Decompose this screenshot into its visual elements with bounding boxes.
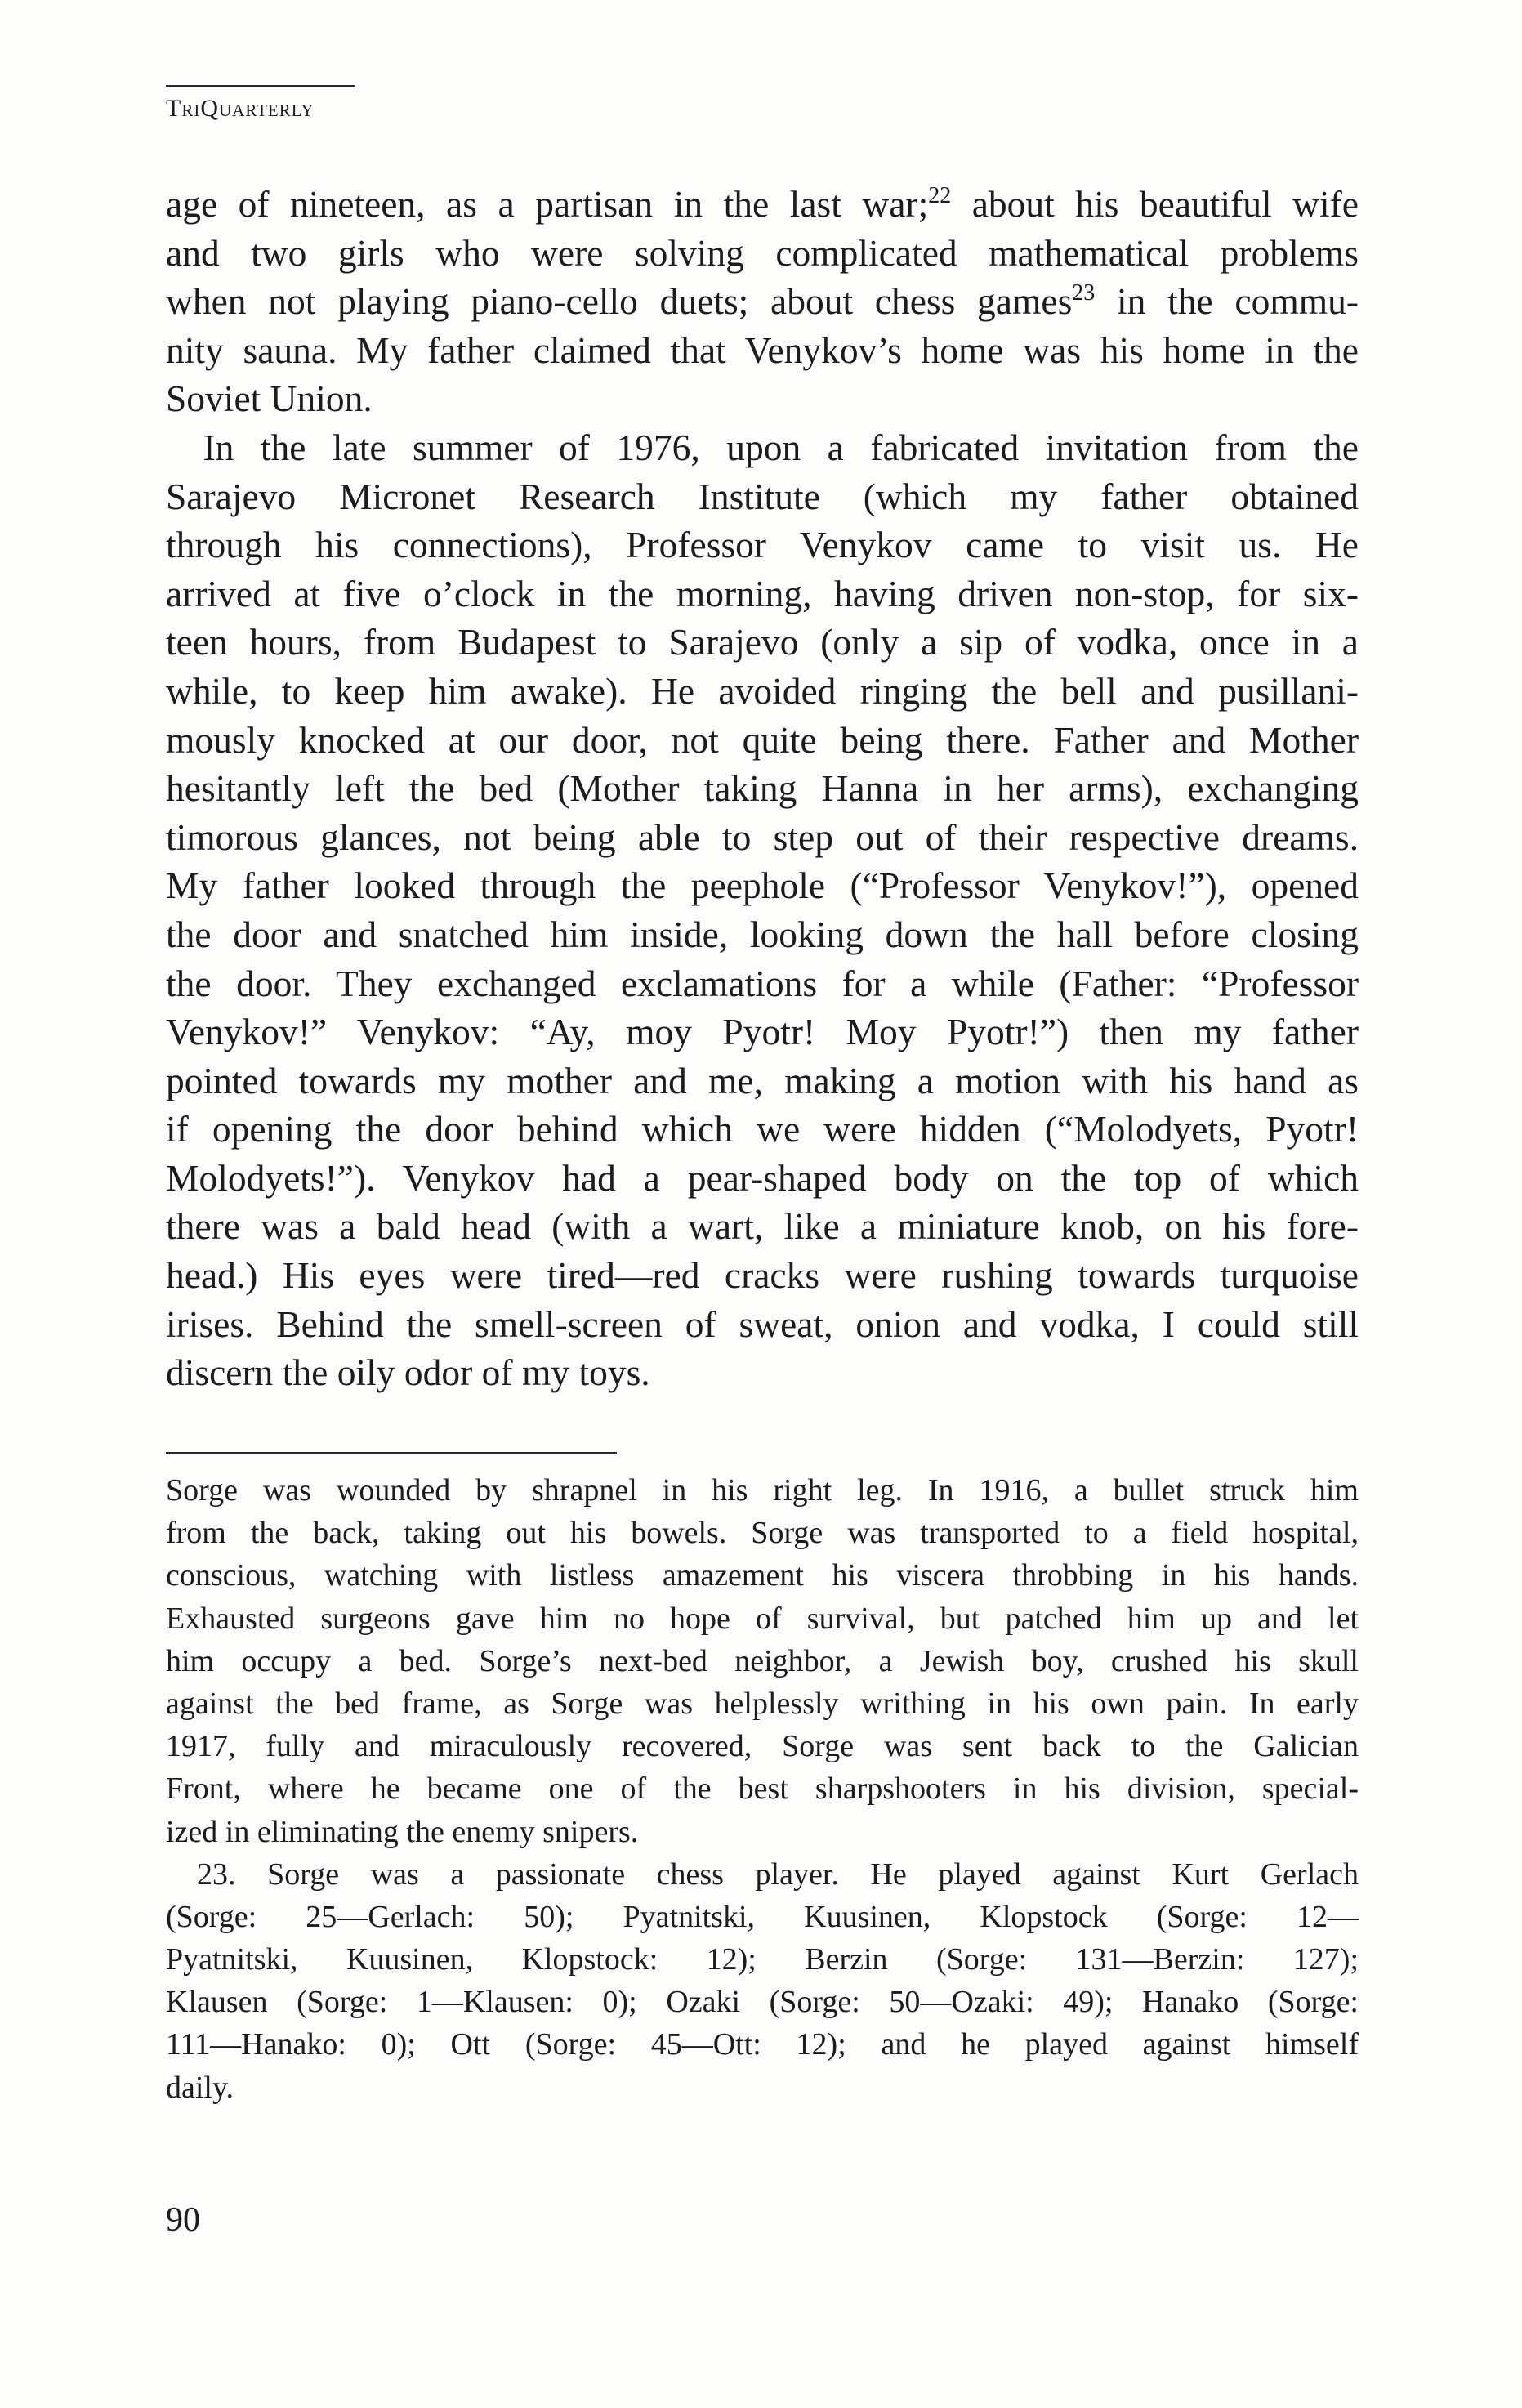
footnote-line: Pyatnitski, Kuusinen, Klopstock: 12); Berzin (Sorge: 131—Berzin: 127); (166, 1942, 1359, 1977)
body-text-segment: head.) His eyes were tired—red cracks were rushing towards turquoise (166, 1254, 1359, 1297)
body-text-segment: arrived at five o’clock in the morning, having driven non-stop, for six- (166, 572, 1359, 614)
running-head: TriQuarterly (166, 95, 315, 122)
body-line (166, 326, 1359, 375)
footnote-line: conscious, watching with listless amazement his viscera throbbing in his hands. (166, 1558, 1359, 1593)
body-text-segment: while, to keep him awake). He avoided ringing the bell and pusillani- (166, 669, 1359, 712)
footnote-ref: 23 (1072, 280, 1096, 306)
body-text-segment: In the late summer of 1976, upon a fabricated invitation from the (166, 426, 1359, 468)
body-text-segment: if opening the door behind which we were hidden (“Molodyets, Pyotr! (166, 1108, 1359, 1150)
body-text-segment: Molodyets!”). Venykov had a pear-shaped body on the top of which (166, 1156, 1359, 1199)
body-line (166, 423, 1359, 472)
body-text-segment: and two girls who were solving complicated mathematical problems (166, 231, 1359, 274)
footnote-ref: 22 (928, 183, 952, 208)
footnote-line: ized in eliminating the enemy snipers. (166, 1814, 639, 1849)
body-line (166, 1057, 1359, 1106)
body-text-segment: age of nineteen, as a partisan in the last war; (166, 183, 929, 225)
body-text-segment: irises. Behind the smell-screen of sweat, onion and vodka, I could still (166, 1302, 1359, 1345)
footnote-line: Klausen (Sorge: 1—Klausen: 0); Ozaki (Sorge: 50—Ozaki: 49); Hanako (Sorge: (166, 1985, 1359, 2020)
body-line (166, 229, 1359, 278)
body-text-segment: Venykov!” Venykov: “Ay, moy Pyotr! Moy Pyotr!”) then my father (166, 1011, 1359, 1053)
footnote-line: him occupy a bed. Sorge’s next-bed neighbor, a Jewish boy, crushed his skull (166, 1643, 1359, 1678)
body-line (166, 277, 1359, 326)
body-text-segment: the door. They exchanged exclamations for a while (Father: “Professor (166, 962, 1359, 1004)
footnotes (166, 1469, 1359, 2109)
body-line (166, 1348, 1359, 1397)
body-text-segment: nity sauna. My father claimed that Venykov’s home was his home in the (166, 328, 1359, 371)
body-line (166, 1154, 1359, 1203)
body-text-segment: Soviet Union. (166, 378, 373, 420)
footnote-line: Exhausted surgeons gave him no hope of survival, but patched him up and let (166, 1601, 1359, 1636)
body-text-segment: discern the oily odor of my toys. (166, 1351, 650, 1394)
body-line (166, 959, 1359, 1008)
footnote-line: (Sorge: 25—Gerlach: 50); Pyatnitski, Kuusinen, Klopstock (Sorge: 12— (166, 1899, 1359, 1934)
body-text-segment: in the commu- (1095, 280, 1359, 323)
body-text-segment: about his beautiful wife (951, 183, 1359, 225)
body-text-segment: the door and snatched him inside, looking down the hall before closing (166, 913, 1359, 955)
body-text (166, 180, 1359, 1397)
body-line (166, 618, 1359, 667)
body-text-segment: timorous glances, not being able to step out of their respective dreams. (166, 815, 1359, 858)
body-text-segment: through his connections), Professor Venykov came to visit us. He (166, 524, 1359, 566)
body-line (166, 910, 1359, 959)
footnote-line: 23. Sorge was a passionate chess player. He played against Kurt Gerlach (166, 1856, 1359, 1892)
body-line (166, 861, 1359, 910)
body-line (166, 520, 1359, 570)
body-line (166, 472, 1359, 521)
body-text-segment: pointed towards my mother and me, making a motion with his hand as (166, 1059, 1359, 1101)
body-line (166, 374, 1359, 423)
body-line (166, 1251, 1359, 1300)
body-line (166, 1105, 1359, 1154)
body-line (166, 1300, 1359, 1349)
body-line (166, 716, 1359, 765)
body-text-segment: Sarajevo Micronet Research Institute (which my father obtained (166, 475, 1359, 517)
header-rule (166, 85, 355, 87)
body-line (166, 813, 1359, 862)
body-text-segment: teen hours, from Budapest to Sarajevo (only a sip of vodka, once in a (166, 621, 1359, 663)
footnote-line: 1917, fully and miraculously recovered, Sorge was sent back to the Galician (166, 1729, 1359, 1764)
body-text-segment: mously knocked at our door, not quite being there. Father and Mother (166, 718, 1359, 761)
body-text-segment: when not playing piano-cello duets; about chess games (166, 280, 1073, 323)
body-text-segment: My father looked through the peephole (“Professor Venykov!”), opened (166, 864, 1359, 907)
footnote-line: daily. (166, 2070, 234, 2105)
body-line (166, 180, 1359, 229)
body-line (166, 1007, 1359, 1057)
page-number: 90 (166, 2201, 200, 2239)
body-line (166, 667, 1359, 716)
footnote-line: from the back, taking out his bowels. Sorge was transported to a field hospital, (166, 1516, 1359, 1551)
footnote-line: Front, where he became one of the best sharpshooters in his division, special- (166, 1771, 1359, 1807)
footnote-separator (166, 1452, 617, 1454)
body-line (166, 570, 1359, 619)
body-text-segment: there was a bald head (with a wart, like a miniature knob, on his fore- (166, 1205, 1359, 1248)
footnote-line: against the bed frame, as Sorge was helplessly writhing in his own pain. In early (166, 1686, 1359, 1721)
body-line (166, 1202, 1359, 1251)
body-text-segment: hesitantly left the bed (Mother taking Hanna in her arms), exchanging (166, 767, 1359, 810)
body-line (166, 764, 1359, 813)
footnote-line: 111—Hanako: 0); Ott (Sorge: 45—Ott: 12); and he played against himself (166, 2027, 1359, 2062)
footnote-line: Sorge was wounded by shrapnel in his right leg. In 1916, a bullet struck him (166, 1473, 1359, 1508)
